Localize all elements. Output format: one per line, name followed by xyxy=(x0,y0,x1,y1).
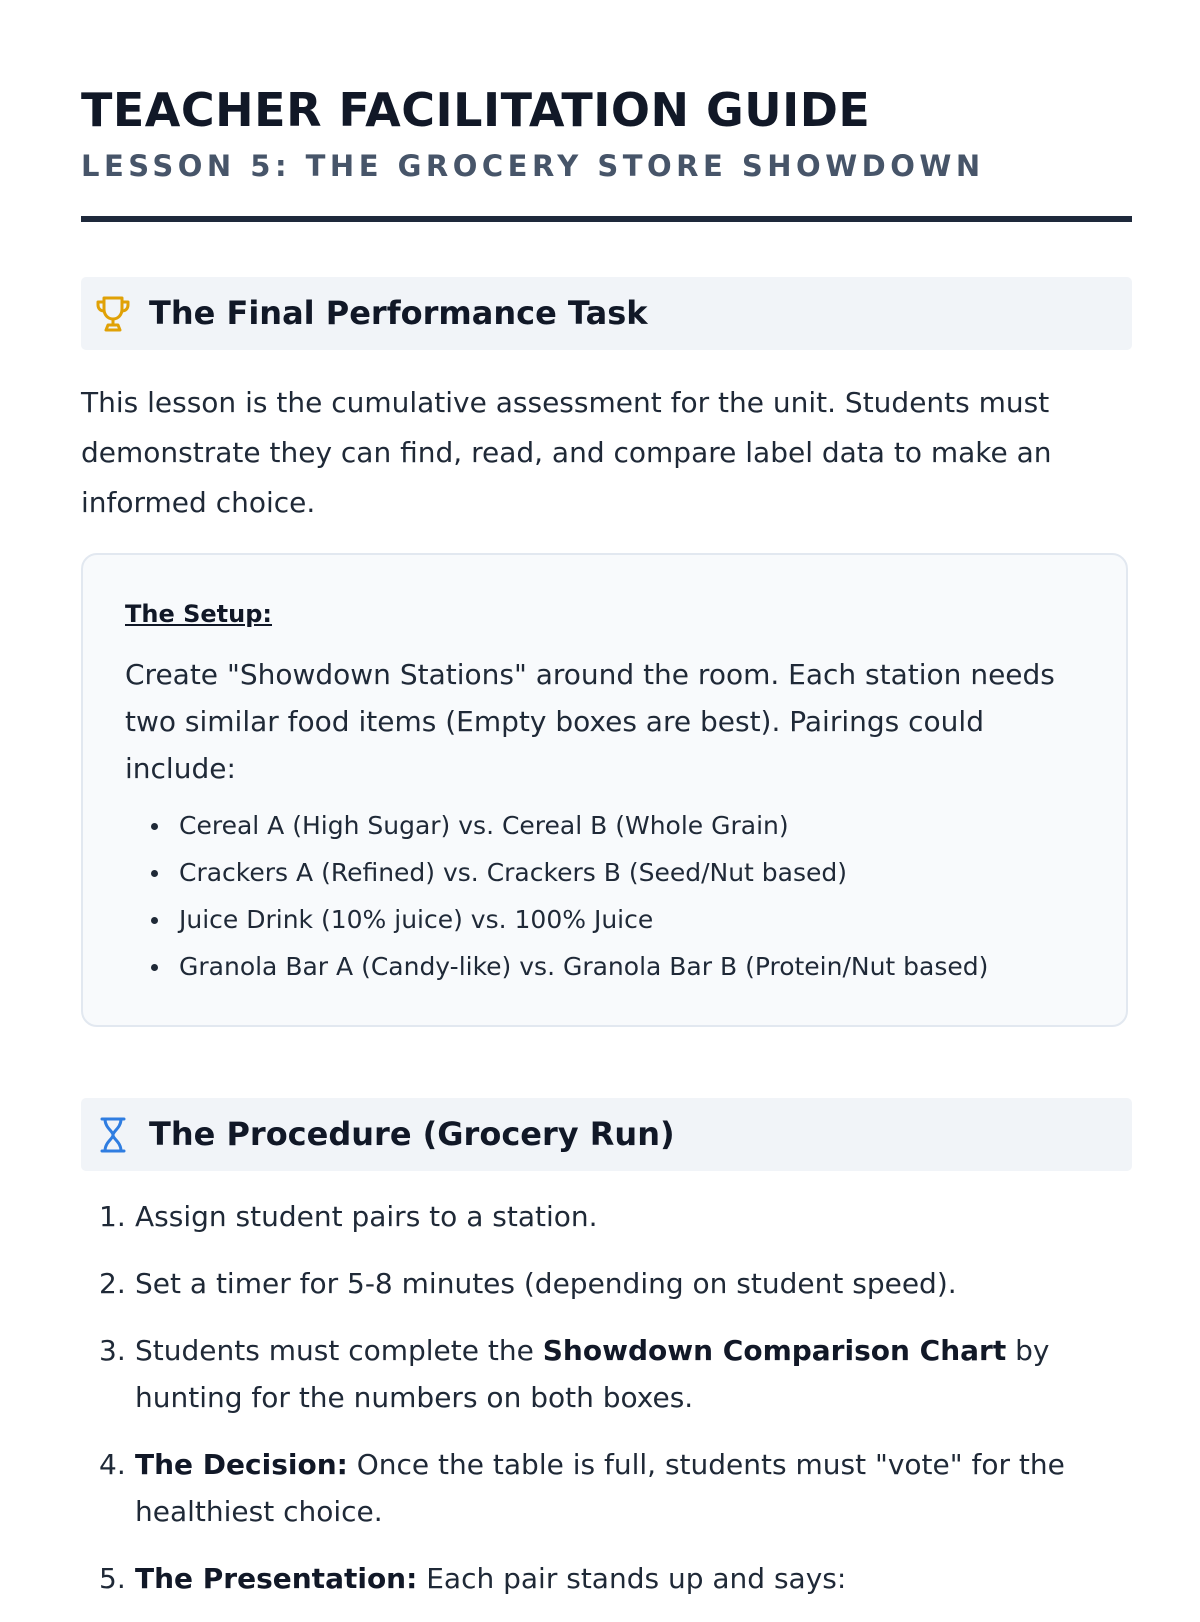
trophy-icon xyxy=(95,295,131,333)
pairings-list xyxy=(125,802,988,990)
intro-paragraph: This lesson is the cumulative assessment for the unit. Students must demonstrate they can find, read, and compare label data to make an informed choice. xyxy=(81,386,1052,519)
list-item: Crackers A (Refined) vs. Crackers B (Seed/Nut based) xyxy=(179,849,988,896)
section-title: The Procedure (Grocery Run) xyxy=(149,1115,675,1153)
section-header-performance-task xyxy=(81,277,1132,350)
list-item: Juice Drink (10% juice) vs. 100% Juice xyxy=(179,896,988,943)
list-item: 3. Students must complete the Showdown Comparison Chart by hunting for the numbers on both boxes. xyxy=(99,1334,1050,1414)
list-item: Cereal A (High Sugar) vs. Cereal B (Whole Grain) xyxy=(179,802,988,849)
list-item: 2. Set a timer for 5-8 minutes (depending on student speed). xyxy=(99,1267,957,1300)
list-item: 4. The Decision: Once the table is full, students must "vote" for the healthiest choice. xyxy=(99,1448,1065,1528)
setup-callout xyxy=(81,553,1128,1027)
lesson-subtitle: LESSON 5: THE GROCERY STORE SHOWDOWN xyxy=(81,149,985,183)
header-divider xyxy=(81,216,1132,222)
hourglass-icon xyxy=(95,1116,131,1154)
list-item: 5. The Presentation: Each pair stands up and says: xyxy=(99,1562,847,1595)
list-item: 1. Assign student pairs to a station. xyxy=(99,1200,598,1233)
list-item: Granola Bar A (Candy-like) vs. Granola Bar B (Protein/Nut based) xyxy=(179,943,988,990)
setup-label: The Setup: xyxy=(125,600,272,628)
section-header-procedure xyxy=(81,1098,1132,1171)
section-title: The Final Performance Task xyxy=(149,294,648,332)
page-title: TEACHER FACILITATION GUIDE xyxy=(81,83,871,137)
setup-text: Create "Showdown Stations" around the room. Each station needs two similar food items (Empty boxes are best). Pairings could include: xyxy=(125,658,1055,785)
procedure-steps xyxy=(81,1193,1132,1622)
